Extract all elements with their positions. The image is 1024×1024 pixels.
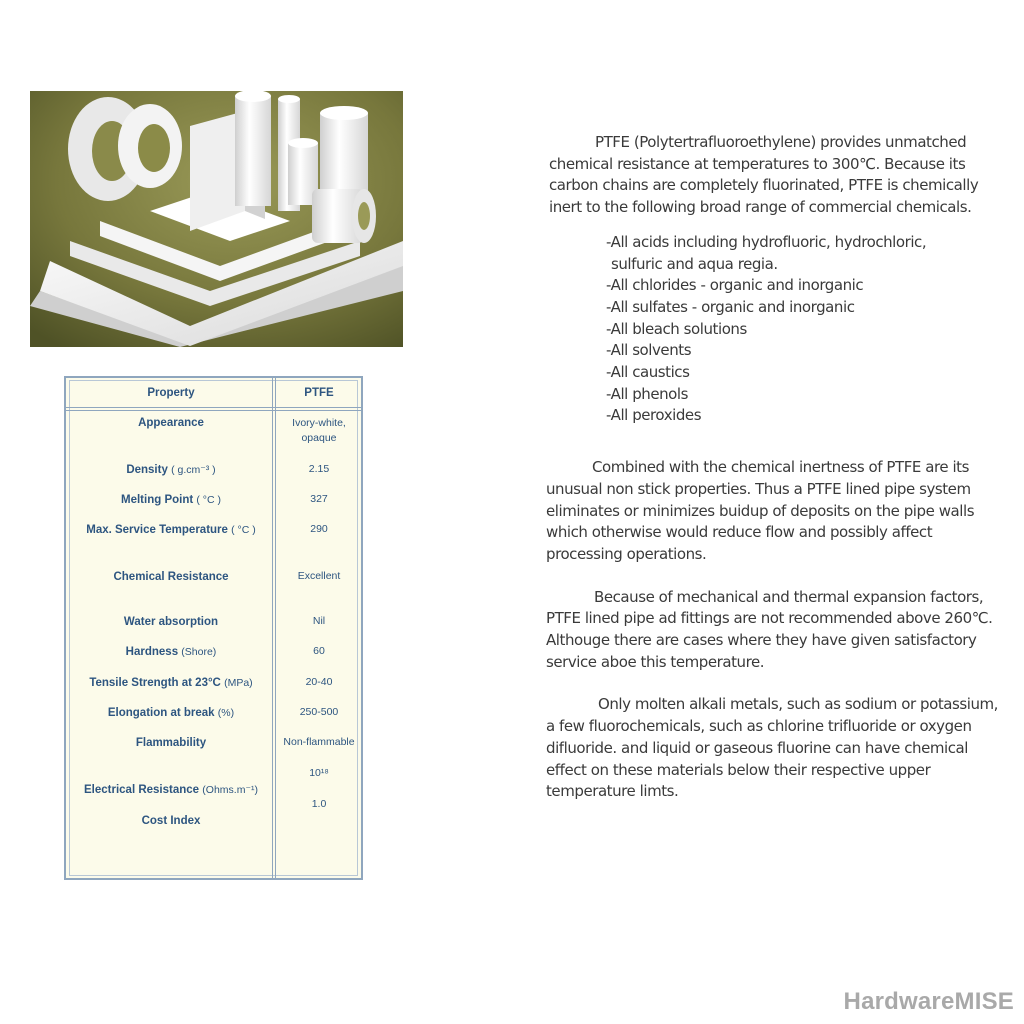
table-row-label: Appearance [138, 417, 204, 429]
watermark: HardwareMISE [843, 988, 1014, 1015]
table-row-label: Hardness (Shore) [125, 646, 217, 658]
header-material: PTFE [304, 387, 334, 399]
list-item: -All caustics [606, 363, 690, 382]
header-divider [66, 407, 361, 411]
description [546, 132, 1006, 803]
limitations-paragraph: Only molten alkali metals, such as sodium or potassium, a few fluorochemicals, such as chlorine trifluoride or oxygen difluoride. and liquid or gaseous fluorine can have chemical effect on these materials below their respective upper temperature limts. [546, 695, 998, 801]
list-item: -All sulfates - organic and inorganic [606, 297, 855, 316]
table-row-value: Non-flammable [283, 736, 355, 748]
list-item: -All acids including hydrofluoric, hydrochloric, [606, 232, 927, 251]
table-row-value: 327 [310, 493, 328, 505]
header-property: Property [147, 387, 195, 399]
table-row-value: Excellent [297, 570, 341, 582]
table-row-value: 290 [310, 523, 328, 535]
table-row-label: Density ( g.cm⁻³ ) [126, 464, 216, 476]
table-row-label: Max. Service Temperature ( °C ) [86, 524, 256, 536]
table-row-value: Ivory-white, opaque [292, 417, 346, 444]
intro-paragraph: PTFE (Polytertrafluoroethylene) provides unmatched chemical resistance at temperatures to 300℃. Because its carbon chains are completely fluorinated, PTFE is chemically inert to the following broad range of commercial chemicals. [549, 133, 979, 217]
table-row-value: 1.0 [311, 798, 327, 810]
properties-table [64, 376, 363, 880]
table-row-label: Cost Index [141, 815, 201, 827]
temperature-paragraph: Because of mechanical and thermal expansion factors, PTFE lined pipe ad fittings are not recommended above 260℃. Althouge there are cases where they have given satisfactory service aboe this temperature. [546, 587, 993, 671]
table-row-value: 20-40 [305, 676, 333, 688]
table-row-label: Electrical Resistance (Ohms.m⁻¹) [84, 784, 258, 796]
table-row-label: Chemical Resistance [113, 571, 229, 583]
list-item: -All phenols [606, 384, 688, 403]
list-item: sulfuric and aqua regia. [611, 254, 778, 273]
table-row-label: Tensile Strength at 23°C (MPa) [89, 677, 253, 689]
list-item: -All solvents [606, 341, 692, 360]
non-stick-paragraph: Combined with the chemical inertness of PTFE are its unusual non stick properties. Thus a PTFE lined pipe system eliminates or minimizes buidup of deposits on the pipe walls which otherwise would reduce flow and possibly affect processing operations. [546, 458, 975, 563]
table-row-value: Nil [312, 615, 326, 627]
table-row-label: Elongation at break (%) [107, 707, 235, 719]
table-row-label: Flammability [135, 737, 207, 749]
table-row-value: 250-500 [299, 706, 339, 718]
list-item: -All bleach solutions [606, 319, 747, 338]
table-row-label: Melting Point ( °C ) [121, 494, 221, 506]
table-row-value: 60 [313, 645, 325, 657]
table-row-value: 10¹⁸ [309, 767, 329, 779]
chemical-list [606, 232, 1006, 427]
table-row-label: Water absorption [123, 616, 219, 628]
list-item: -All peroxides [606, 406, 702, 425]
table-row-value: 2.15 [308, 463, 330, 475]
list-item: -All chlorides - organic and inorganic [606, 276, 864, 295]
product-photo [30, 91, 403, 347]
